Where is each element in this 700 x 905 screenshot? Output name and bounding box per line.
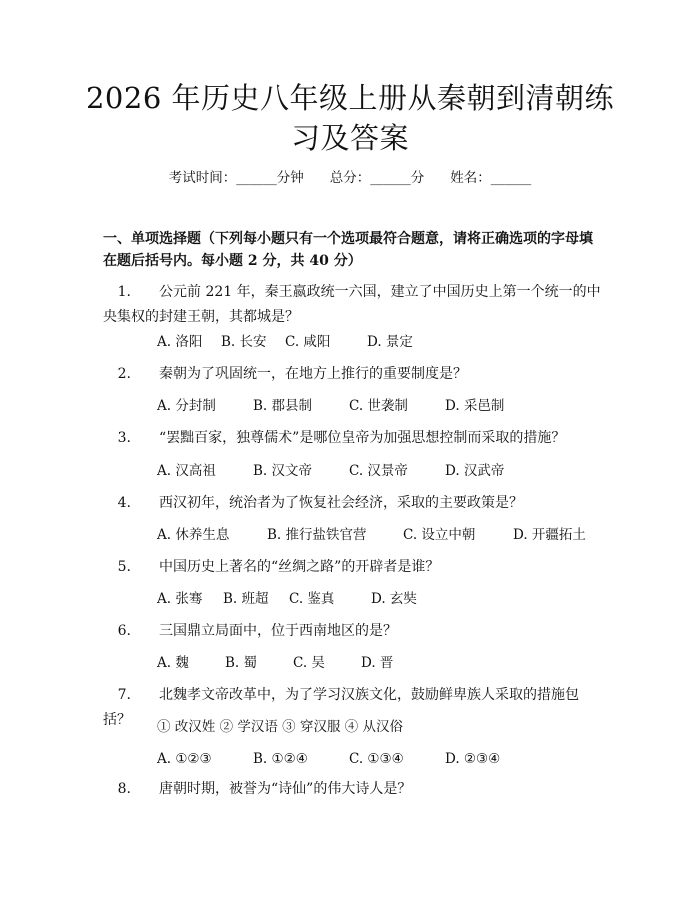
option-b: B. 推行盐铁官营 <box>267 527 367 543</box>
option-b: B. 郡县制 <box>253 398 313 414</box>
option-a: A. 张骞 <box>157 591 203 607</box>
question-text: 公元前 221 年，秦王嬴政统一六国，建立了中国历史上第一个统一的中央集权的封建王朝，其都城是？ <box>103 284 601 325</box>
question-4 <box>103 491 603 516</box>
question-3 <box>103 426 603 451</box>
option-a: A. ①②③ <box>157 751 212 767</box>
question-text: 秦朝为了巩固统一，在地方上推行的重要制度是？ <box>159 366 467 382</box>
option-c: C. 世袭制 <box>349 398 408 414</box>
option-c: C. 设立中朝 <box>403 527 476 543</box>
option-b: B. ①②④ <box>253 751 308 767</box>
question-number: 3. <box>117 430 131 446</box>
option-b: B. 班超 <box>223 591 269 607</box>
option-a: A. 汉高祖 <box>157 463 216 479</box>
question-3-options <box>157 460 504 482</box>
question-number: 1. <box>117 284 131 300</box>
question-number: 2. <box>117 366 131 382</box>
exam-info-line <box>0 168 700 188</box>
question-text: “罢黜百家，独尊儒术”是哪位皇帝为加强思想控制而采取的措施？ <box>159 430 566 446</box>
question-text: 北魏孝文帝改革中，为了学习汉族文化，鼓励鲜卑族人采取的措施包括？ <box>103 687 579 728</box>
question-2-options <box>157 395 504 417</box>
question-5-options <box>157 588 417 610</box>
question-7-statements: ① 改汉姓 ② 学汉语 ③ 穿汉服 ④ 从汉俗 <box>157 719 404 735</box>
option-b: B. 长安 <box>221 334 267 350</box>
question-2 <box>103 362 603 387</box>
option-a: A. 休养生息 <box>157 527 230 543</box>
option-c: C. 吴 <box>293 655 325 671</box>
question-number: 5. <box>117 559 131 575</box>
question-5 <box>103 555 603 580</box>
option-d: D. 采邑制 <box>445 398 505 414</box>
option-c: C. 鉴真 <box>289 591 335 607</box>
student-name-field: 姓名：______ <box>450 170 532 186</box>
option-d: D. 玄奘 <box>371 591 417 607</box>
option-a: A. 洛阳 <box>157 334 203 350</box>
question-number: 7. <box>117 687 131 703</box>
option-b: B. 汉文帝 <box>253 463 313 479</box>
question-1 <box>103 280 603 330</box>
question-4-options <box>157 524 586 546</box>
question-text: 中国历史上著名的“丝绸之路”的开辟者是谁？ <box>159 559 440 575</box>
question-1-options <box>157 331 413 353</box>
option-c: C. 汉景帝 <box>349 463 408 479</box>
option-c: C. 咸阳 <box>285 334 331 350</box>
option-a: A. 分封制 <box>157 398 216 414</box>
total-score-field: 总分：______分 <box>329 170 425 186</box>
section-heading: 一、单项选择题（下列每小题只有一个选项最符合题意，请将正确选项的字母填在题后括号内。每小题 2 分，共 40 分） <box>103 231 593 269</box>
question-text: 西汉初年，统治者为了恢复社会经济，采取的主要政策是？ <box>159 495 523 511</box>
option-d: D. 开疆拓土 <box>513 527 586 543</box>
exam-time-field: 考试时间：______分钟 <box>168 170 304 186</box>
option-d: D. ②③④ <box>445 751 501 767</box>
question-text: 三国鼎立局面中，位于西南地区的是？ <box>159 623 397 639</box>
option-d: D. 晋 <box>361 655 394 671</box>
question-number: 8. <box>117 781 131 797</box>
option-c: C. ①③④ <box>349 751 404 767</box>
question-text: 唐朝时期，被誉为“诗仙”的伟大诗人是？ <box>159 781 412 797</box>
question-8 <box>103 777 603 802</box>
question-6-options <box>157 652 393 674</box>
option-b: B. 蜀 <box>225 655 258 671</box>
question-6 <box>103 619 603 644</box>
option-a: A. 魏 <box>157 655 189 671</box>
option-d: D. 景定 <box>367 334 413 350</box>
question-7-options <box>157 748 500 770</box>
document-title: 2026 年历史八年级上册从秦朝到清朝练习及答案 <box>85 81 615 155</box>
option-d: D. 汉武帝 <box>445 463 505 479</box>
question-number: 6. <box>117 623 131 639</box>
question-number: 4. <box>117 495 131 511</box>
